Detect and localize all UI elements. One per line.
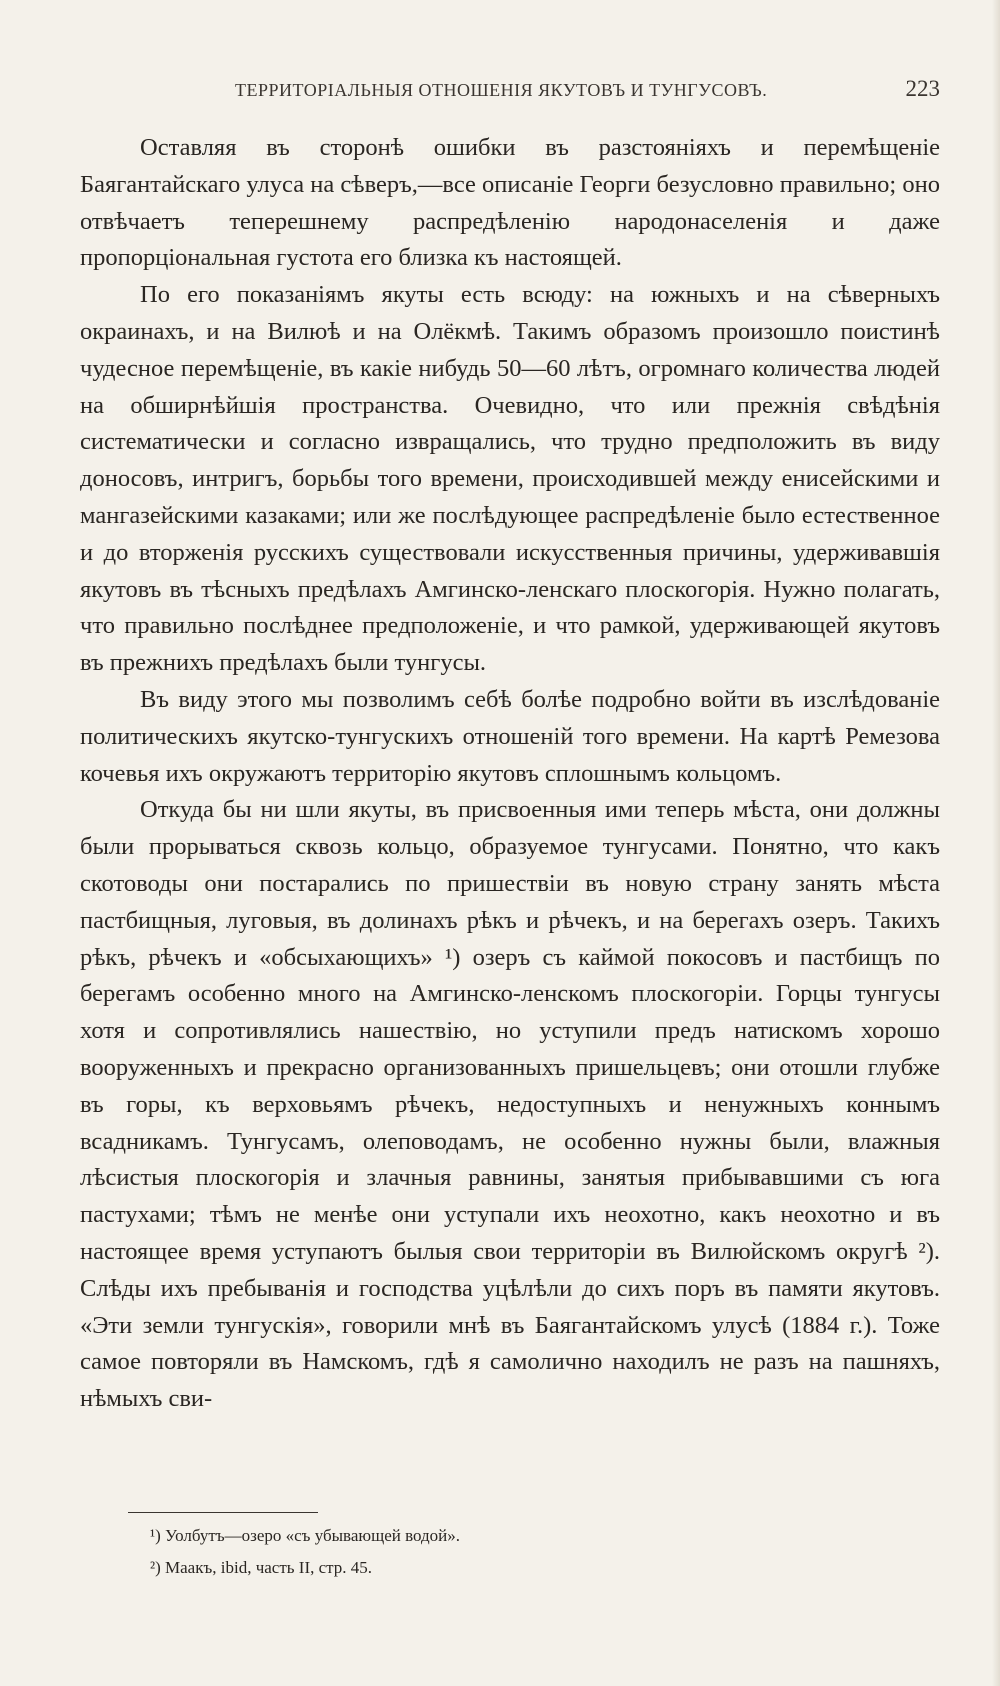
footnote-divider — [128, 1512, 318, 1513]
running-title: ТЕРРИТОРІАЛЬНЫЯ ОТНОШЕНІЯ ЯКУТОВЪ И ТУНГУСОВЪ. — [235, 80, 768, 100]
page-number: 223 — [905, 76, 940, 101]
page-header — [75, 76, 940, 110]
paragraph: Откуда бы ни шли якуты, въ присвоенныя ими теперь мѣста, они должны были прорываться сквозь кольцо, образуемое тунгусами. Понятно, что какъ скотоводы они постарались по пришествіи въ новую страну занять мѣста пастбищныя, луговыя, въ долинахъ рѣкъ и рѣчекъ, и на берегахъ озеръ. Такихъ рѣкъ, рѣчекъ и «обсыхающихъ» ¹) озеръ съ каймой покосовъ и пастбищъ по берегамъ особенно много на Амгинско-ленскомъ плоскогоріи. Горцы тунгусы хотя и сопротивлялись нашествію, но уступили предъ натискомъ хорошо вооруженныхъ и прекрасно организованныхъ пришельцевъ; они отошли глубже въ горы, къ верховьямъ рѣчекъ, недоступныхъ и ненужныхъ коннымъ всадникамъ. Тунгусамъ, олеповодамъ, не особенно нужны были, влажныя лѣсистыя плоскогорія и злачныя равнины, занятыя прибывавшими съ юга пастухами; тѣмъ не менѣе они уступали ихъ неохотно, какъ неохотно и въ настоящее время уступаютъ былыя свои территоріи въ Вилюйскомъ округѣ ²). Слѣды ихъ пребыванія и господства уцѣлѣли до сихъ поръ въ памяти якутовъ. «Эти земли тунгускія», говорили мнѣ въ Баягантайскомъ улусѣ (1884 г.). Тоже самое повторяли въ Намскомъ, гдѣ я самолично находилъ не разъ на пашняхъ, нѣмыхъ сви- — [80, 796, 940, 1413]
footnote: ²) Маакъ, ibid, часть II, стр. 45. — [150, 1558, 373, 1577]
footnote: ¹) Уолбутъ—озеро «съ убывающей водой». — [150, 1526, 461, 1545]
paragraph: По его показаніямъ якуты есть всюду: на южныхъ и на сѣверныхъ окраинахъ, и на Вилюѣ и на Олёкмѣ. Такимъ образомъ произошло поистинѣ чудесное перемѣщеніе, въ какіе нибудь 50—60 лѣтъ, огромнаго количества людей на обширнѣйшія пространства. Очевидно, что или прежнія свѣдѣнія систематически и согласно извращались, что трудно предположить въ виду доносовъ, интригъ, борьбы того времени, происходившей между енисейскими и мангазейскими казаками; или же послѣдующее распредѣленіе было естественное и до вторженія русскихъ существовали искусственныя причины, удерживавшія якутовъ въ тѣсныхъ предѣлахъ Амгинско-ленскаго плоскогорія. Нужно полагать, что правильно послѣднее предположеніе, и что рамкой, удерживающей якутовъ въ прежнихъ предѣлахъ были тунгусы. — [80, 281, 940, 677]
paragraph: Въ виду этого мы позволимъ себѣ болѣе подробно войти въ изслѣдованіе политическихъ якутско-тунгускихъ отношеній того времени. На картѣ Ремезова кочевья ихъ окружаютъ территорію якутовъ сплошнымъ кольцомъ. — [80, 685, 940, 787]
page-edge — [992, 0, 1000, 1686]
paragraph: Оставляя въ сторонѣ ошибки въ разстояніяхъ и перемѣщеніе Баягантайскаго улуса на сѣверъ,—все описаніе Георги безусловно правильно; оно отвѣчаетъ теперешнему распредѣленію народонаселенія и даже пропорціональная густота его близка къ настоящей. — [80, 134, 940, 272]
footnotes — [150, 1520, 930, 1584]
main-text — [80, 130, 940, 1418]
